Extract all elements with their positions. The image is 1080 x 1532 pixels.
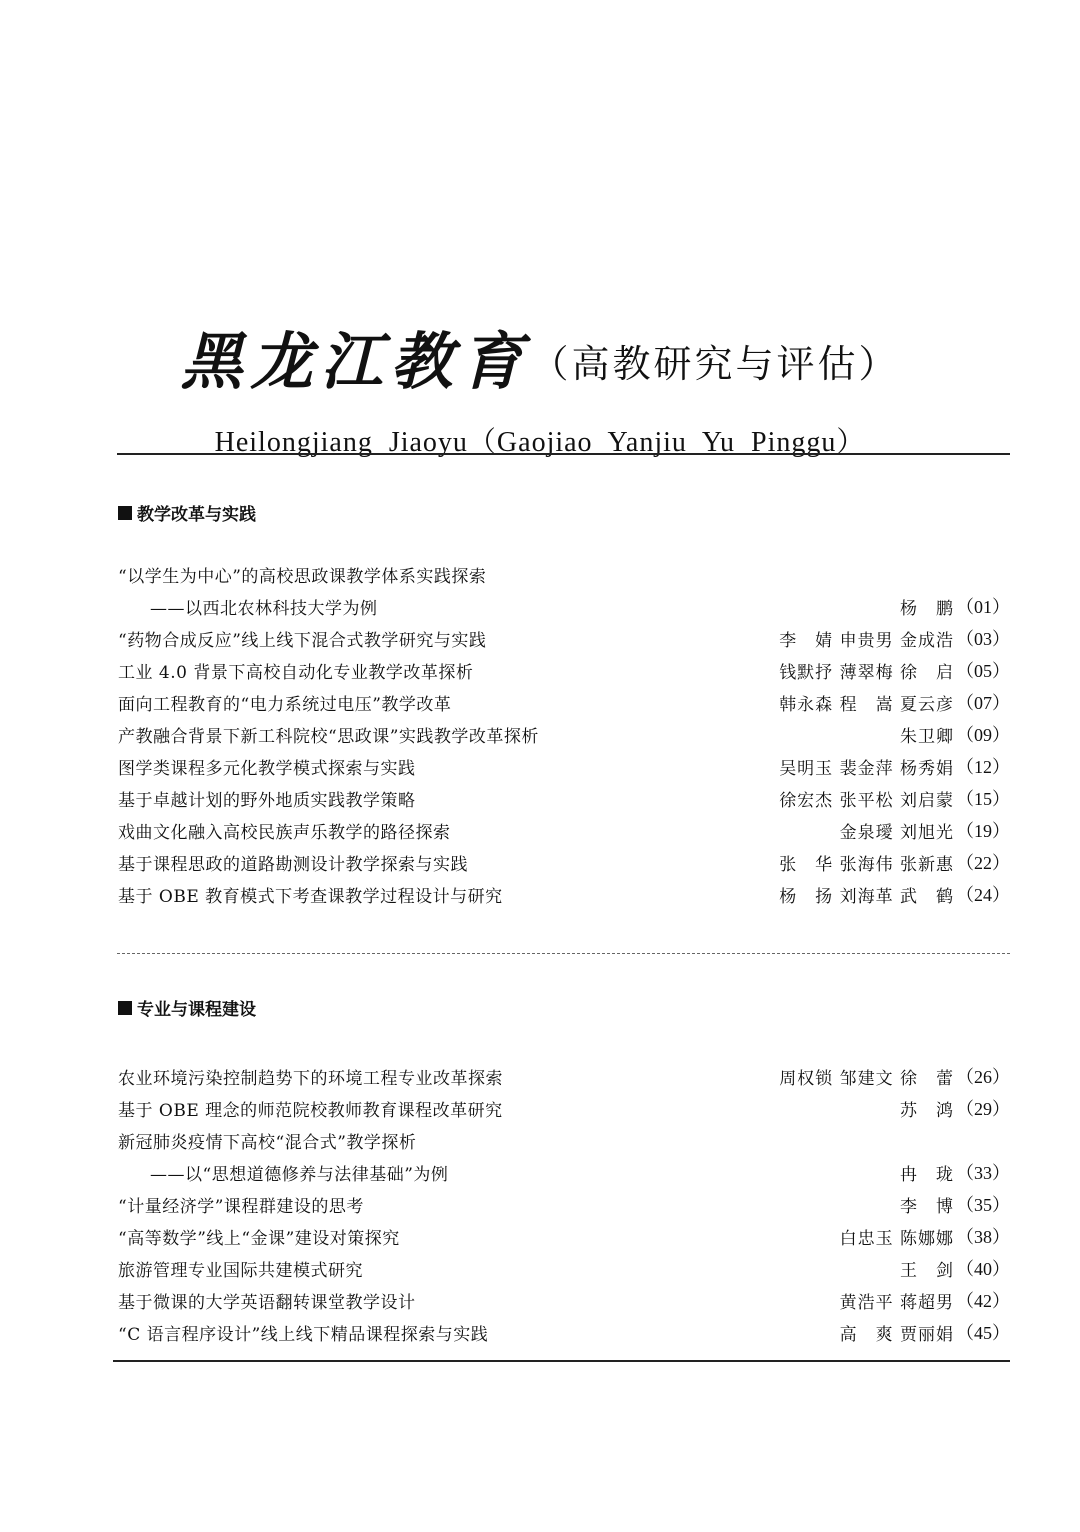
toc-entry[interactable] xyxy=(118,814,1010,846)
toc-entry[interactable] xyxy=(118,1316,1010,1348)
entry-meta xyxy=(840,817,1010,843)
article-title: “以学生为中心”的高校思政课教学体系实践探索 xyxy=(118,566,487,587)
entry-meta xyxy=(900,1095,1010,1121)
toc-entry[interactable] xyxy=(118,878,1010,910)
square-bullet-icon xyxy=(118,506,132,520)
article-authors: 冉 珑 xyxy=(900,1164,954,1185)
article-title: 基于 OBE 理念的师范院校教师教育课程改革研究 xyxy=(118,1100,503,1121)
article-authors: 杨 扬 刘海革 武 鹤 xyxy=(779,886,954,907)
entry-meta xyxy=(840,1287,1010,1313)
article-title: 新冠肺炎疫情下高校“混合式”教学探析 xyxy=(118,1132,417,1153)
article-authors: 周权锁 邹建文 徐 蕾 xyxy=(779,1068,954,1089)
toc-entry[interactable] xyxy=(118,1220,1010,1252)
article-title: “C 语言程序设计”线上线下精品课程探索与实践 xyxy=(118,1324,489,1345)
page-number: （33） xyxy=(956,1163,1010,1183)
entry-meta xyxy=(779,785,1010,811)
page-number: （19） xyxy=(956,821,1010,841)
article-authors: 李 婧 申贵男 金成浩 xyxy=(779,630,954,651)
article-authors: 王 剑 xyxy=(900,1260,954,1281)
journal-title-pinyin: Heilongjiang Jiaoyu（Gaojiao Yanjiu Yu Pinggu） xyxy=(214,427,866,458)
article-authors: 杨 鹏 xyxy=(900,598,954,619)
article-authors: 金泉璦 刘旭光 xyxy=(839,822,954,843)
page-number: （15） xyxy=(956,789,1010,809)
section-heading-label: 专业与课程建设 xyxy=(137,1000,256,1020)
article-title: 工业 4.0 背景下高校自动化专业教学改革探析 xyxy=(118,662,474,683)
entry-meta xyxy=(900,1255,1010,1281)
article-title: 戏曲文化融入高校民族声乐教学的路径探索 xyxy=(118,822,451,843)
article-authors: 钱默抒 薄翠梅 徐 启 xyxy=(779,662,954,683)
header-rule xyxy=(117,453,1010,455)
toc-entry[interactable] xyxy=(118,1252,1010,1284)
article-authors: 韩永森 程 嵩 夏云彦 xyxy=(779,694,954,715)
toc-entry[interactable] xyxy=(118,1284,1010,1316)
toc-entry[interactable] xyxy=(118,686,1010,718)
article-title: ——以西北农林科技大学为例 xyxy=(150,598,378,619)
page-number: （05） xyxy=(956,661,1010,681)
toc-entry[interactable] xyxy=(118,1188,1010,1220)
article-title: 产教融合背景下新工科院校“思政课”实践教学改革探析 xyxy=(118,726,539,747)
article-title: 基于卓越计划的野外地质实践教学策略 xyxy=(118,790,416,811)
toc-entry[interactable] xyxy=(118,622,1010,654)
article-title: 面向工程教育的“电力系统过电压”教学改革 xyxy=(118,694,452,715)
section-heading xyxy=(118,500,518,525)
article-authors: 吴明玉 裴金萍 杨秀娟 xyxy=(779,758,954,779)
article-authors: 黄浩平 蒋超男 xyxy=(839,1292,954,1313)
article-authors: 李 博 xyxy=(900,1196,954,1217)
article-title: ——以“思想道德修养与法律基础”为例 xyxy=(150,1164,449,1185)
entry-meta xyxy=(900,721,1010,747)
article-title: “高等数学”线上“金课”建设对策探究 xyxy=(118,1228,400,1249)
page-number: （26） xyxy=(956,1067,1010,1087)
page-number: （24） xyxy=(956,885,1010,905)
entry-meta xyxy=(900,593,1010,619)
article-authors: 苏 鸿 xyxy=(900,1100,954,1121)
journal-title: 黑龙江教育 xyxy=(180,325,531,398)
article-title: “计量经济学”课程群建设的思考 xyxy=(118,1196,364,1217)
article-title: 图学类课程多元化教学模式探索与实践 xyxy=(118,758,416,779)
page-number: （03） xyxy=(956,629,1010,649)
entry-meta xyxy=(779,657,1010,683)
toc-entry[interactable] xyxy=(118,782,1010,814)
article-authors: 徐宏杰 张平松 刘启蒙 xyxy=(779,790,954,811)
toc-entry[interactable] xyxy=(118,1156,1010,1188)
toc-entry[interactable] xyxy=(118,654,1010,686)
entry-meta xyxy=(779,689,1010,715)
entry-meta xyxy=(779,753,1010,779)
toc-entry[interactable] xyxy=(118,590,1010,622)
toc-entry[interactable] xyxy=(118,1060,1010,1092)
page-number: （07） xyxy=(956,693,1010,713)
article-title: 农业环境污染控制趋势下的环境工程专业改革探索 xyxy=(118,1068,503,1089)
square-bullet-icon xyxy=(118,1001,132,1015)
toc-entry[interactable] xyxy=(118,750,1010,782)
article-title: 旅游管理专业国际共建模式研究 xyxy=(118,1260,363,1281)
page-number: （29） xyxy=(956,1099,1010,1119)
entry-meta xyxy=(840,1319,1010,1345)
section-divider xyxy=(117,953,1010,954)
toc-entry[interactable] xyxy=(118,558,1010,590)
entry-meta xyxy=(900,1191,1010,1217)
toc-entry[interactable] xyxy=(118,1124,1010,1156)
journal-subtitle: （高教研究与评估） xyxy=(530,342,900,386)
masthead xyxy=(0,322,1080,460)
table-of-contents-section-1 xyxy=(118,558,1010,910)
page-number: （09） xyxy=(956,725,1010,745)
toc-entry[interactable] xyxy=(118,846,1010,878)
page-number: （22） xyxy=(956,853,1010,873)
article-title: “药物合成反应”线上线下混合式教学研究与实践 xyxy=(118,630,487,651)
article-title: 基于微课的大学英语翻转课堂教学设计 xyxy=(118,1292,416,1313)
footer-rule xyxy=(113,1360,1010,1362)
article-authors: 朱卫卿 xyxy=(900,726,954,747)
page-number: （38） xyxy=(956,1227,1010,1247)
article-title: 基于 OBE 教育模式下考查课教学过程设计与研究 xyxy=(118,886,503,907)
article-authors: 白忠玉 陈娜娜 xyxy=(839,1228,954,1249)
entry-meta xyxy=(900,1159,1010,1185)
table-of-contents-section-2 xyxy=(118,1060,1010,1348)
entry-meta xyxy=(779,1063,1010,1089)
article-authors: 高 爽 贾丽娟 xyxy=(839,1324,954,1345)
page-number: （40） xyxy=(956,1259,1010,1279)
page-number: （12） xyxy=(956,757,1010,777)
entry-meta xyxy=(840,1223,1010,1249)
entry-meta xyxy=(779,881,1010,907)
masthead-chinese xyxy=(0,322,1080,418)
page-number: （42） xyxy=(956,1291,1010,1311)
section-heading xyxy=(118,995,518,1020)
section-heading-label: 教学改革与实践 xyxy=(137,505,256,525)
page-number: （35） xyxy=(956,1195,1010,1215)
article-title: 基于课程思政的道路勘测设计教学探索与实践 xyxy=(118,854,468,875)
page-number: （01） xyxy=(956,597,1010,617)
page-number: （45） xyxy=(956,1323,1010,1343)
entry-meta xyxy=(779,849,1010,875)
toc-entry[interactable] xyxy=(118,718,1010,750)
entry-meta xyxy=(779,625,1010,651)
toc-entry[interactable] xyxy=(118,1092,1010,1124)
article-authors: 张 华 张海伟 张新惠 xyxy=(779,854,954,875)
